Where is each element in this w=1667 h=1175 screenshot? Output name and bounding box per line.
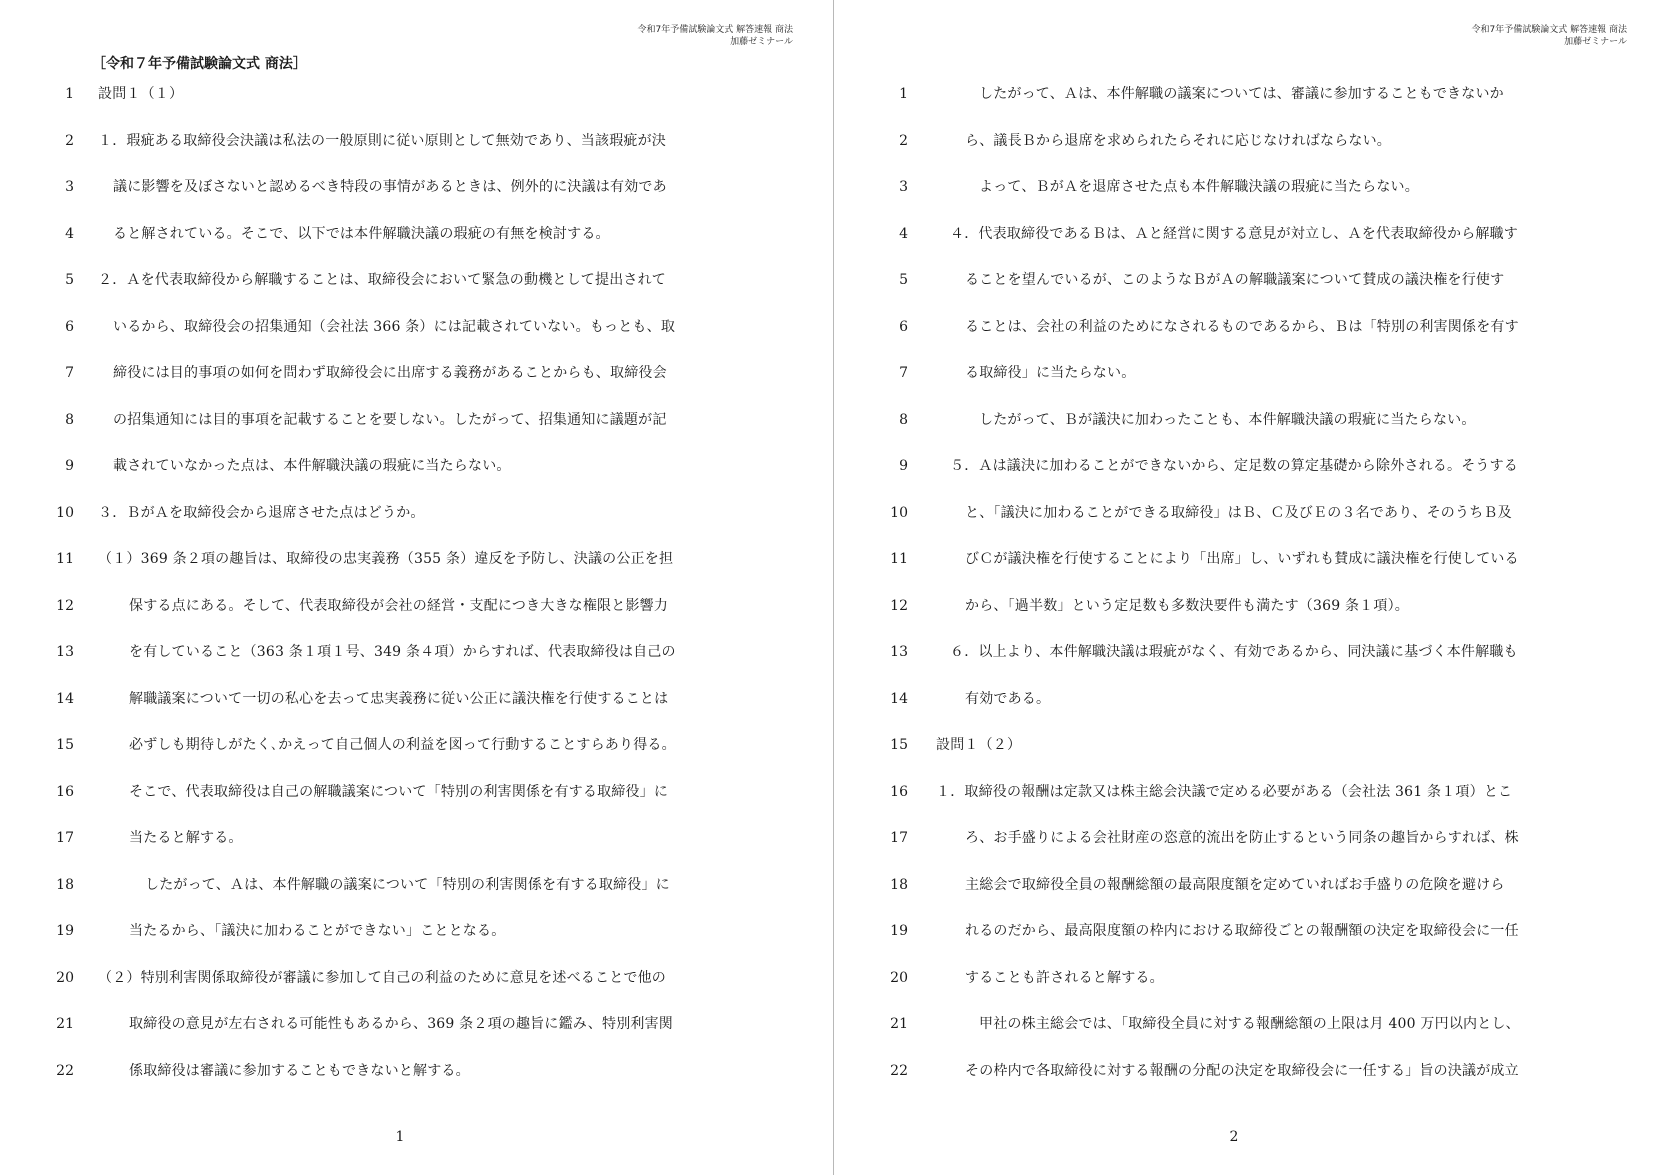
page-header bbox=[1472, 24, 1627, 48]
line-text: そこで、代表取締役は自己の解職議案について「特別の利害関係を有する取締役」に bbox=[129, 783, 669, 800]
line-text: １．瑕疵ある取締役会決議は私法の一般原則に従い原則として無効であり、当該瑕疵が決 bbox=[98, 132, 666, 149]
text-line bbox=[0, 597, 833, 644]
text-line bbox=[834, 922, 1667, 969]
line-text: 締役には目的事項の如何を問わず取締役会に出席する義務があることからも、取締役会 bbox=[113, 365, 667, 381]
document-title: ［令和７年予備試験論文式 商法］ bbox=[92, 56, 307, 72]
text-line bbox=[834, 736, 1667, 783]
line-number: 21 bbox=[56, 1016, 74, 1032]
text-line bbox=[0, 969, 833, 1016]
text-line bbox=[834, 876, 1667, 923]
text-line bbox=[0, 85, 833, 132]
text-line bbox=[834, 597, 1667, 644]
text-line bbox=[0, 690, 833, 737]
text-line bbox=[0, 783, 833, 830]
line-number: 14 bbox=[56, 690, 74, 707]
line-text: 係取締役は審議に参加することもできないと解する。 bbox=[129, 1062, 470, 1079]
line-number: 5 bbox=[65, 272, 74, 288]
line-text: したがって、Ａは、本件解職の議案について「特別の利害関係を有する取締役」に bbox=[145, 876, 670, 893]
line-number: 17 bbox=[890, 830, 908, 846]
page-number: 2 bbox=[1229, 1129, 1239, 1145]
text-line bbox=[834, 643, 1667, 690]
line-text: ２．Ａを代表取締役から解職することは、取締役会において緊急の動機として提出されて bbox=[98, 272, 666, 288]
line-text: 解職議案について一切の私心を去って忠実義務に従い公正に議決権を行使することは bbox=[129, 690, 669, 707]
text-line bbox=[0, 178, 833, 225]
line-number: 15 bbox=[56, 737, 74, 753]
header-author: 加藤ゼミナール bbox=[1564, 37, 1627, 47]
text-line bbox=[834, 1062, 1667, 1109]
line-number: 22 bbox=[890, 1062, 908, 1079]
line-number: 16 bbox=[890, 783, 908, 800]
text-line bbox=[834, 504, 1667, 551]
header-title: 令和7年予備試験論文式 解答速報 商法 bbox=[1471, 25, 1627, 35]
line-text: したがって、Ａは、本件解職の議案については、審議に参加することもできないか bbox=[979, 86, 1504, 102]
line-number: 6 bbox=[899, 318, 908, 335]
line-text: を有していること（363 条１項１号、349 条４項）からすれば、代表取締役は自己の bbox=[129, 644, 676, 660]
line-text: 当たると解する。 bbox=[129, 830, 243, 846]
line-number: 15 bbox=[890, 737, 908, 753]
line-number: 8 bbox=[899, 411, 908, 428]
text-line bbox=[834, 318, 1667, 365]
line-text: 甲社の株主総会では、「取締役全員に対する報酬総額の上限は月 400 万円以内とし、 bbox=[979, 1016, 1520, 1032]
line-number: 1 bbox=[65, 86, 74, 102]
line-text: 議に影響を及ぼさないと認めるべき特段の事情があるときは、例外的に決議は有効であ bbox=[113, 179, 667, 195]
line-number: 20 bbox=[56, 969, 74, 986]
line-text: 設問１（１） bbox=[98, 86, 184, 102]
line-text: 主総会で取締役全員の報酬総額の最高限度額を定めていればお手盛りの危険を避けら bbox=[965, 876, 1505, 893]
text-line bbox=[0, 643, 833, 690]
line-number: 3 bbox=[65, 179, 74, 195]
text-line bbox=[0, 829, 833, 876]
text-line bbox=[834, 271, 1667, 318]
line-number: 4 bbox=[899, 225, 908, 242]
text-line bbox=[834, 411, 1667, 458]
line-text: 設問１（２） bbox=[936, 737, 1022, 753]
line-number: 18 bbox=[890, 876, 908, 893]
line-number: 7 bbox=[899, 365, 908, 381]
text-line bbox=[0, 318, 833, 365]
page-header bbox=[638, 24, 793, 48]
line-text: から、「過半数」という定足数も多数決要件も満たす（369 条１項）。 bbox=[965, 597, 1409, 614]
line-number: 17 bbox=[56, 830, 74, 846]
line-number: 14 bbox=[890, 690, 908, 707]
text-line bbox=[0, 550, 833, 597]
line-number: 10 bbox=[890, 504, 908, 521]
line-text: 有効である。 bbox=[965, 690, 1051, 707]
line-number: 1 bbox=[899, 86, 908, 102]
text-line bbox=[0, 411, 833, 458]
line-text: その枠内で各取締役に対する報酬の分配の決定を取締役会に一任する」旨の決議が成立 bbox=[965, 1062, 1519, 1079]
text-line bbox=[0, 271, 833, 318]
line-text: １．取締役の報酬は定款又は株主総会決議で定める必要がある（会社法 361 条１項）とこ bbox=[936, 783, 1513, 800]
line-number: 11 bbox=[56, 551, 74, 567]
line-text: 取締役の意見が左右される可能性もあるから、369 条２項の趣旨に鑑み、特別利害関 bbox=[129, 1016, 674, 1032]
line-text: （２）特別利害関係取締役が審議に参加して自己の利益のために意見を述べることで他の bbox=[98, 969, 666, 986]
header-title: 令和7年予備試験論文式 解答速報 商法 bbox=[637, 25, 793, 35]
line-text: ることを望んでいるが、このようなＢがＡの解職議案について賛成の議決権を行使す bbox=[965, 272, 1505, 288]
line-number: 13 bbox=[890, 644, 908, 660]
line-number: 12 bbox=[890, 597, 908, 614]
line-text: 保する点にある。そして、代表取締役が会社の経営・支配につき大きな権限と影響力 bbox=[129, 597, 669, 614]
line-text: ら、議長Ｂから退席を求められたらそれに応じなければならない。 bbox=[965, 132, 1391, 149]
text-line bbox=[834, 690, 1667, 737]
line-number: 10 bbox=[56, 504, 74, 521]
line-number: 18 bbox=[56, 876, 74, 893]
page-number: 1 bbox=[395, 1129, 405, 1145]
line-text: よって、ＢがＡを退席させた点も本件解職決議の瑕疵に当たらない。 bbox=[979, 179, 1419, 195]
text-line bbox=[0, 876, 833, 923]
line-number: 9 bbox=[65, 458, 74, 474]
text-line bbox=[0, 457, 833, 504]
line-text: したがって、Ｂが議決に加わったことも、本件解職決議の瑕疵に当たらない。 bbox=[979, 411, 1476, 428]
text-line bbox=[834, 178, 1667, 225]
line-number: 13 bbox=[56, 644, 74, 660]
text-line bbox=[834, 364, 1667, 411]
text-line bbox=[0, 364, 833, 411]
line-number: 7 bbox=[65, 365, 74, 381]
document-page-2 bbox=[834, 0, 1667, 1175]
line-text: の招集通知には目的事項を記載することを要しない。したがって、招集通知に議題が記 bbox=[113, 411, 667, 428]
line-text: することも許されると解する。 bbox=[965, 969, 1164, 986]
line-number: 4 bbox=[65, 225, 74, 242]
text-line bbox=[0, 1015, 833, 1062]
line-text: 載されていなかった点は、本件解職決議の瑕疵に当たらない。 bbox=[113, 458, 511, 474]
text-line bbox=[0, 225, 833, 272]
text-line bbox=[834, 550, 1667, 597]
numbered-lines bbox=[0, 85, 833, 1108]
line-text: 必ずしも期待しがたく､かえって自己個人の利益を図って行動することすらあり得る。 bbox=[129, 737, 676, 753]
line-text: と、「議決に加わることができる取締役」はＢ、Ｃ及びＥの３名であり、そのうちＢ及 bbox=[965, 504, 1512, 521]
line-number: 21 bbox=[890, 1016, 908, 1032]
text-line bbox=[834, 829, 1667, 876]
text-line bbox=[834, 225, 1667, 272]
line-text: ろ、お手盛りによる会社財産の恣意的流出を防止するという同条の趣旨からすれば、株 bbox=[965, 830, 1519, 846]
line-text: ４．代表取締役であるＢは、Ａと経営に関する意見が対立し、Ａを代表取締役から解職す bbox=[950, 225, 1518, 242]
line-number: 16 bbox=[56, 783, 74, 800]
line-text: ３．ＢがＡを取締役会から退席させた点はどうか。 bbox=[98, 504, 425, 521]
line-text: （１）369 条２項の趣旨は、取締役の忠実義務（355 条）違反を予防し、決議の公正を担 bbox=[98, 551, 674, 567]
text-line bbox=[834, 969, 1667, 1016]
text-line bbox=[0, 1062, 833, 1109]
line-text: れるのだから、最高限度額の枠内における取締役ごとの報酬額の決定を取締役会に一任 bbox=[965, 923, 1519, 939]
line-number: 8 bbox=[65, 411, 74, 428]
line-text: る取締役」に当たらない。 bbox=[965, 365, 1136, 381]
line-number: 9 bbox=[899, 458, 908, 474]
header-author: 加藤ゼミナール bbox=[730, 37, 793, 47]
line-text: 当たるから、「議決に加わることができない」こととなる。 bbox=[129, 923, 506, 939]
line-number: 2 bbox=[65, 132, 74, 149]
line-text: びＣが議決権を行使することにより「出席」し、いずれも賛成に議決権を行使している bbox=[965, 551, 1519, 567]
document-page-1 bbox=[0, 0, 833, 1175]
text-line bbox=[834, 85, 1667, 132]
line-number: 19 bbox=[890, 923, 908, 939]
line-text: ６．以上より、本件解職決議は瑕疵がなく、有効であるから、同決議に基づく本件解職も bbox=[950, 644, 1518, 660]
numbered-lines bbox=[834, 85, 1667, 1108]
line-number: 12 bbox=[56, 597, 74, 614]
line-number: 22 bbox=[56, 1062, 74, 1079]
text-line bbox=[834, 1015, 1667, 1062]
line-text: いるから、取締役会の招集通知（会社法 366 条）には記載されていない。もっとも、取 bbox=[113, 318, 676, 335]
line-text: ると解されている。そこで、以下では本件解職決議の瑕疵の有無を検討する。 bbox=[113, 225, 610, 242]
line-number: 19 bbox=[56, 923, 74, 939]
text-line bbox=[0, 132, 833, 179]
line-text: ることは、会社の利益のためになされるものであるから、Ｂは「特別の利害関係を有す bbox=[965, 318, 1519, 335]
line-number: 5 bbox=[899, 272, 908, 288]
line-text: ５．Ａは議決に加わることができないから、定足数の算定基礎から除外される。そうする bbox=[950, 458, 1518, 474]
text-line bbox=[834, 457, 1667, 504]
text-line bbox=[834, 783, 1667, 830]
text-line bbox=[0, 736, 833, 783]
line-number: 11 bbox=[890, 551, 908, 567]
text-line bbox=[0, 922, 833, 969]
text-line bbox=[0, 504, 833, 551]
line-number: 6 bbox=[65, 318, 74, 335]
line-number: 2 bbox=[899, 132, 908, 149]
line-number: 3 bbox=[899, 179, 908, 195]
text-line bbox=[834, 132, 1667, 179]
line-number: 20 bbox=[890, 969, 908, 986]
